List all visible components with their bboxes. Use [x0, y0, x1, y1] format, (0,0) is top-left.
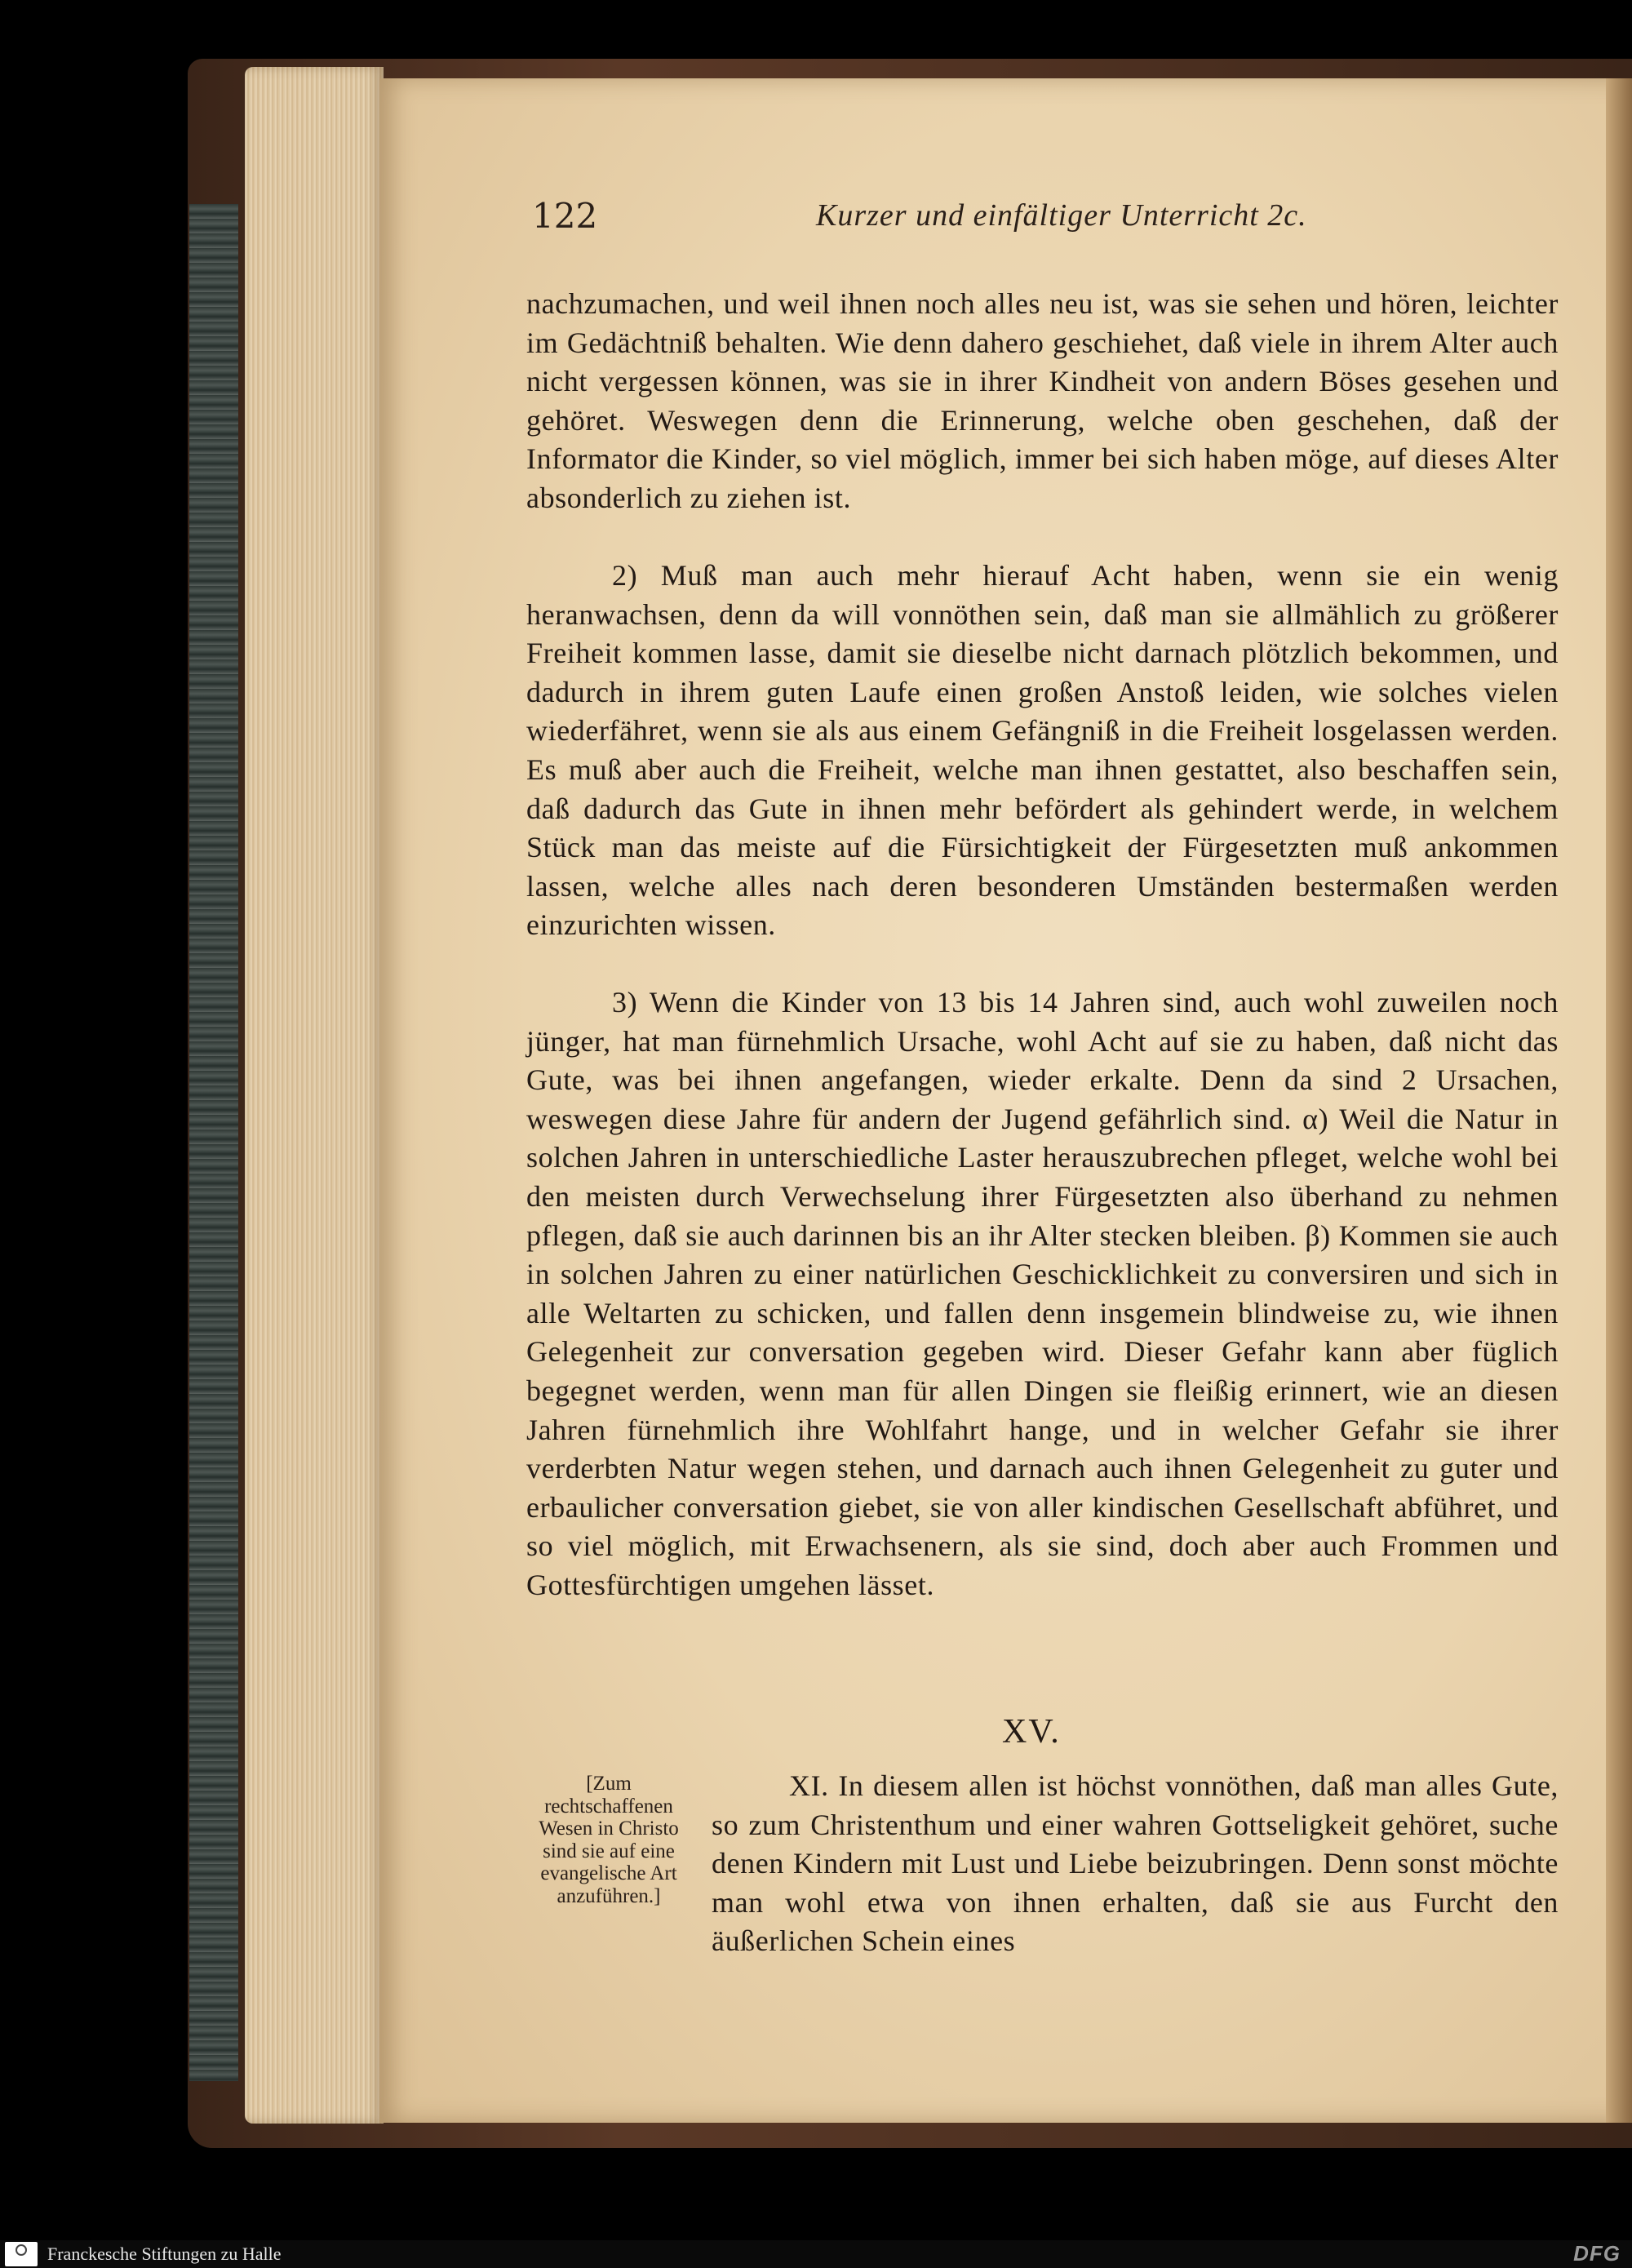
paragraph: 2) Muß man auch mehr hierauf Acht haben, wenn sie ein wenig heranwachsen, denn da will vonnöthen sein, daß man sie allmählich zu größerer Freiheit kommen lasse, damit sie dieselbe nicht darnach plötzlich bekommen, und dadurch in ihrem guten Laufe einen großen Anstoß leiden, wie solches vielen wiederfähret, wenn sie als aus einem Gefängniß in die Freiheit losgelassen werden. Es muß aber auch die Freiheit, welche man ihnen gestattet, also beschaffen sein, daß dadurch das Gute in ihnen mehr befördert als gehindert werde, in welchem Stück man das meiste auf die Fürsichtigkeit der Fürgesetzten muß ankommen lassen, welche alles nach deren besonderen Umständen bestermaßen werden einzurichten wissen.	[526, 559, 1559, 942]
spine-marbling	[189, 204, 238, 2081]
dfg-logo: DFG	[1573, 2241, 1621, 2266]
margin-note: [Zum rechtschaffenen Wesen in Christo sind sie auf eine evangelische Art anzuführen.]	[539, 1773, 679, 1907]
page-edges-stack	[245, 67, 384, 2124]
running-title: Kurzer und einfältiger Unterricht 2c.	[816, 198, 1307, 233]
paragraph: 3) Wenn die Kinder von 13 bis 14 Jahren sind, auch wohl zuweilen noch jünger, hat man fürnehmlich Ursache, wohl Acht auf sie zu haben, daß nicht das Gute, was bei ihnen angefangen, wieder erkalte. Denn da sind 2 Ursachen, weswegen diese Jahre für andern der Jugend gefährlich sind. α) Weil die Natur in solchen Jahren in unterschiedliche Laster herauszubrechen pfleget, welche wohl bei den meisten durch Verwechselung ihrer Fürgesetzten also überhand zu nehmen pflegen, daß sie auch darinnen bis an ihr Alter stecken bleiben. β) Kommen sie auch in solchen Jahren zu einer natürlichen Geschicklichkeit zu conversiren und sich in alle Weltarten zu schicken, und fallen denn insgemein blindweise zu, wie ihnen Gelegenheit zur conversation gegeben wird. Dieser Gefahr kann aber füglich begegnet werden, wenn man für allen Dingen sie fleißig erinnert, wie an diesen Jahren fürnehmlich ihre Wohlfahrt hange, und in welcher Gefahr sie ihrer verderbten Natur wegen stehen, und darnach auch ihnen Gelegenheit zu guter und erbaulicher conversation giebet, sie von aller kindischen Gesellschaft abführet, und so viel möglich, mit Erwachsenern, als sie sind, doch aber auch Frommen und Gottesfürchtigen umgehen lässet.	[526, 986, 1559, 1601]
logo-mark-icon	[16, 2244, 27, 2256]
paragraph: nachzumachen, und weil ihnen noch alles neu ist, was sie sehen und hören, leichter im Gedächtniß behalten. Wie denn dahero geschiehet, daß viele in ihrem Alter auch nicht vergessen können, was sie in ihrer Kindheit von andern Böses gesehen und gehöret. Weswegen denn die Erinnerung, welche oben geschehen, daß der Informator die Kinder, so viel möglich, immer bei sich haben möge, auf dieses Alter absonderlich zu ziehen ist.	[526, 287, 1559, 514]
page-gutter	[1606, 78, 1632, 2123]
page-number: 122	[532, 196, 598, 236]
section-heading: XV.	[1002, 1713, 1061, 1751]
section-paragraph: XI. In diesem allen ist höchst vonnöthen, daß man alles Gute, so zum Christenthum und einer wahren Gottseligkeit gehöret, suche denen Kindern mit Lust und Liebe beizubringen. Denn sonst möchte man wohl etwa von ihnen erhalten, daß sie aus Furcht den äußerlichen Schein eines	[712, 1769, 1559, 1958]
footer-institution: Franckesche Stiftungen zu Halle	[47, 2244, 282, 2264]
